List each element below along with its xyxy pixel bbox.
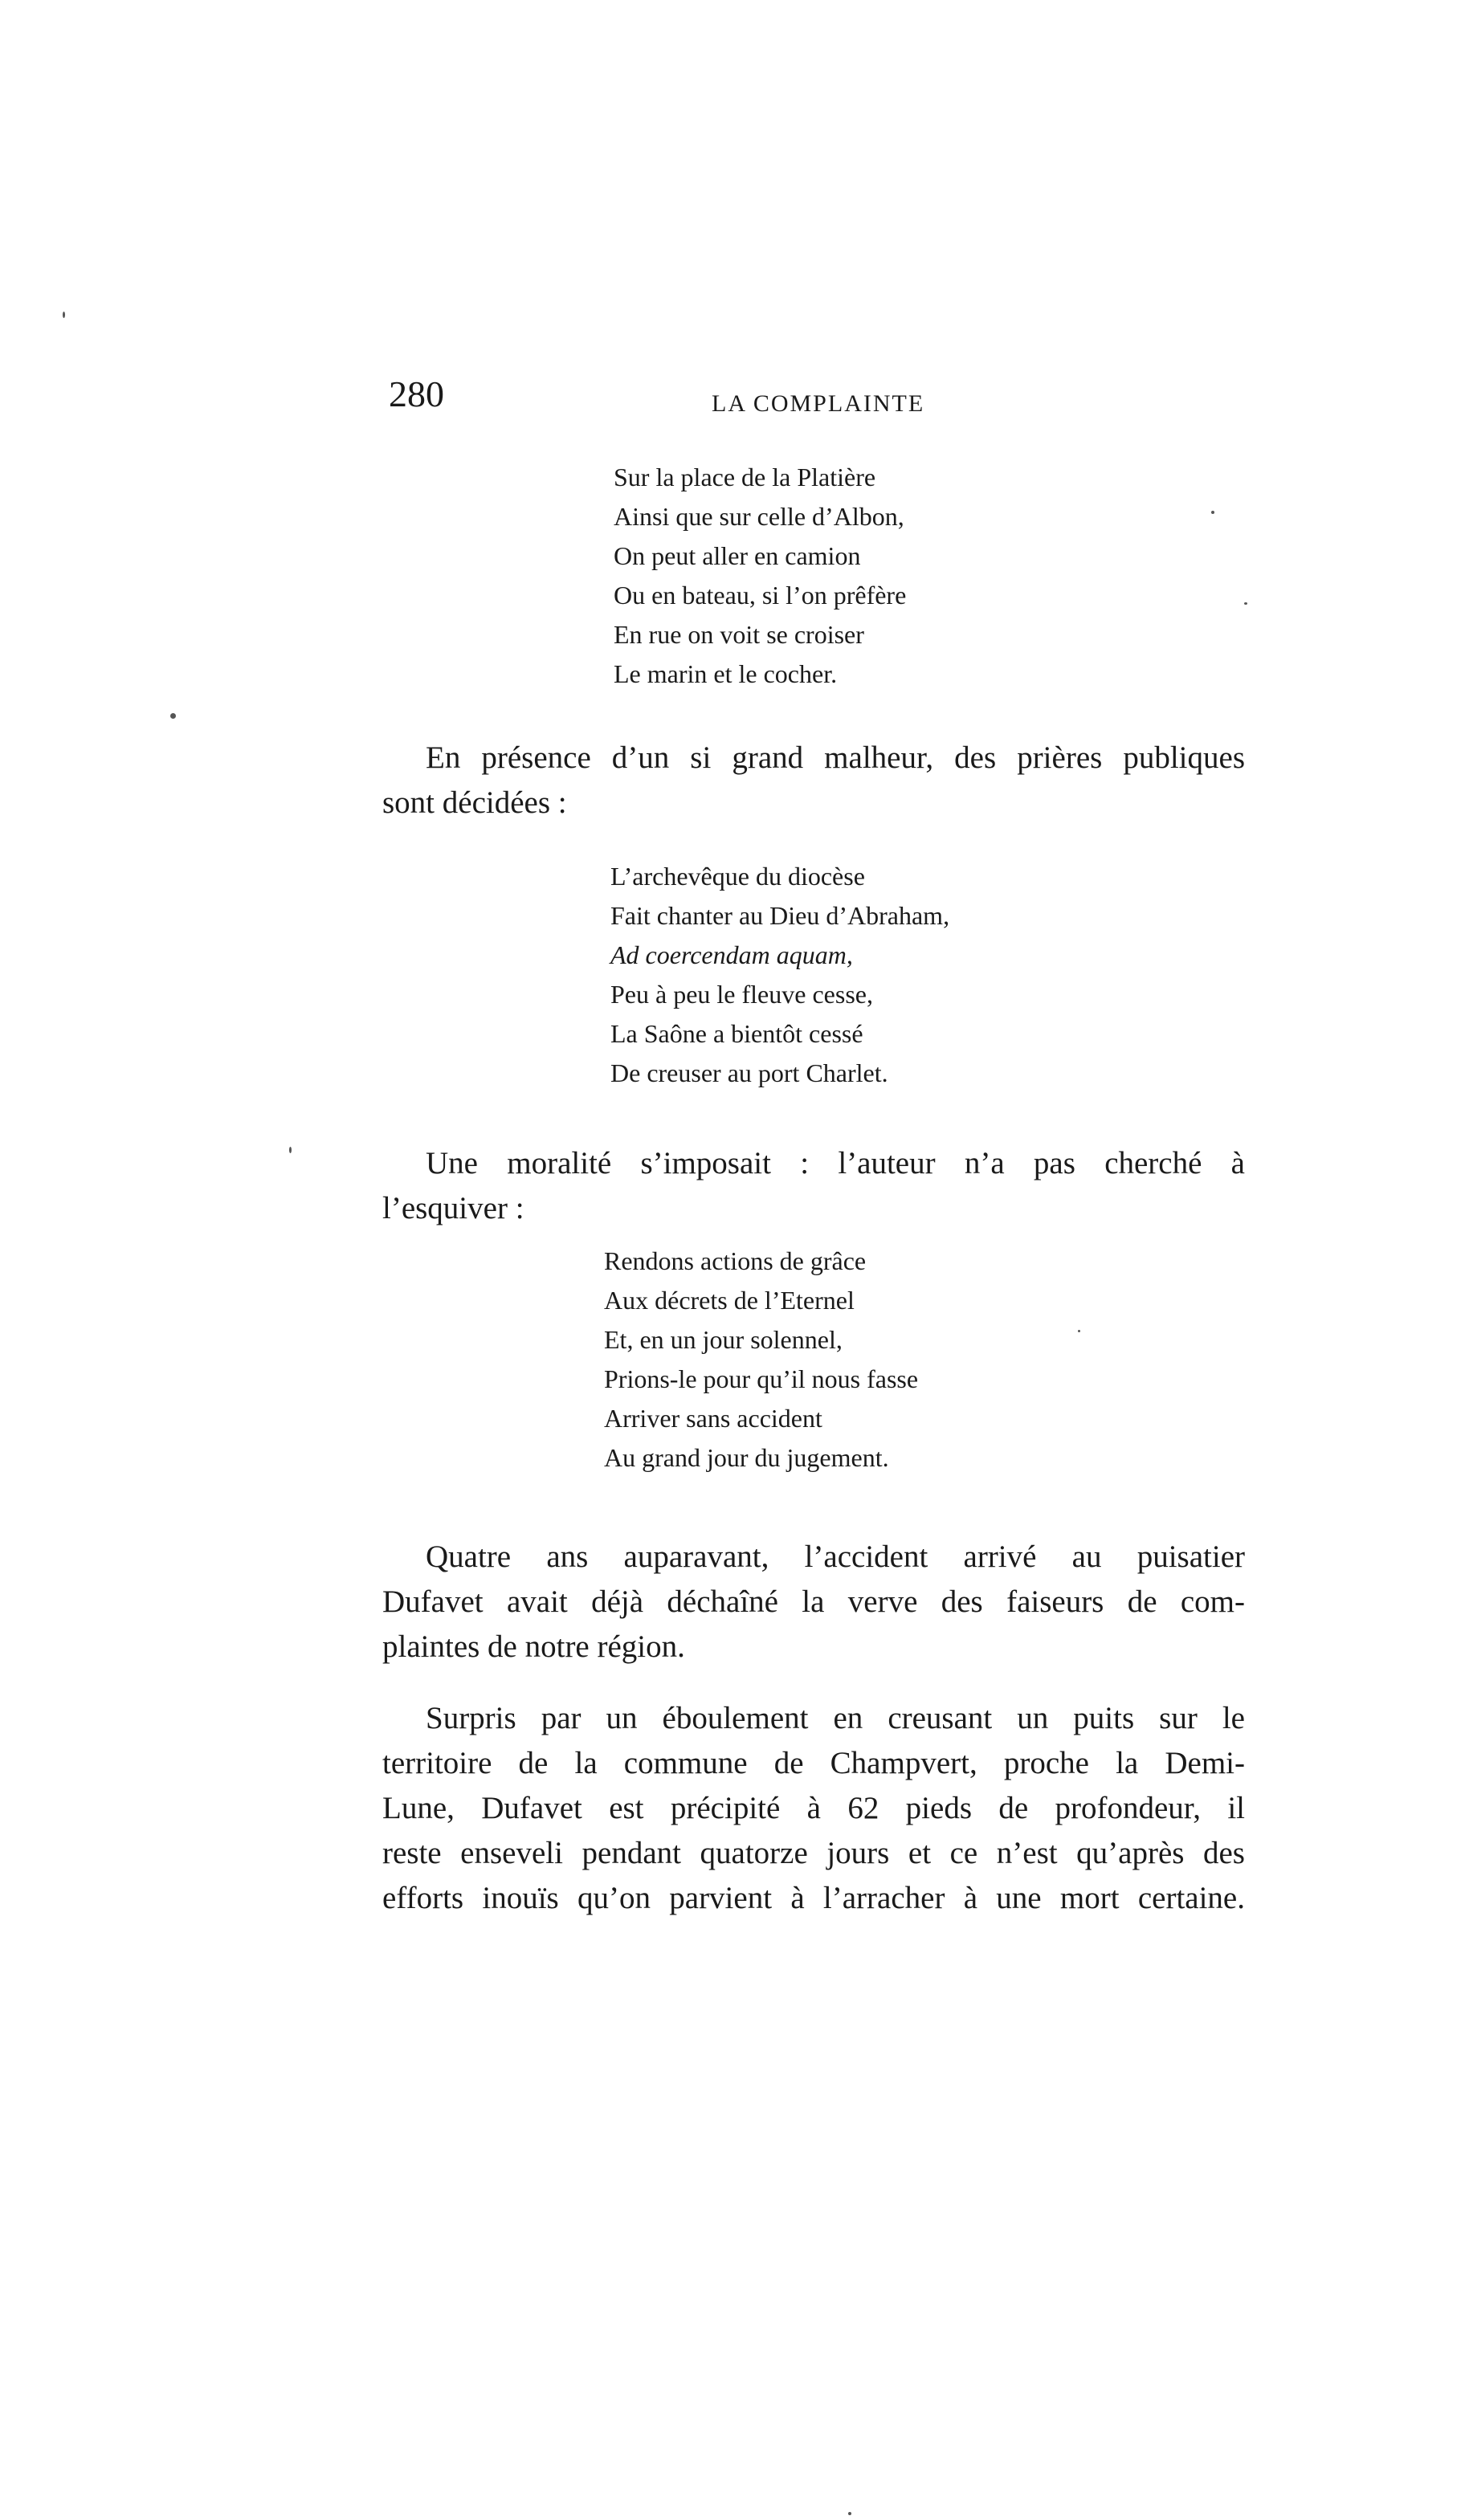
paragraph-line: Surpris par un éboulement en creusant un puits sur le [426,1701,1245,1735]
running-title: LA COMPLAINTE [712,390,925,417]
paragraph-line: Lune, Dufavet est précipité à 62 pieds de profondeur, il [382,1791,1245,1825]
paper-speck [1244,602,1247,605]
verse-line-latin: Ad coercendam aquam, [610,940,853,969]
verse-line: En rue on voit se croiser [614,620,864,649]
paper-speck [848,2512,851,2515]
verse-line: Le marin et le cocher. [614,659,838,688]
paragraph-4 [382,1696,1245,1921]
paper-speck [1211,511,1214,514]
paragraph-line: Quatre ans auparavant, l’accident arrivé au puisatier [426,1539,1245,1574]
verse-line: La Saône a bientôt cessé [610,1019,863,1048]
paragraph-2 [382,1141,1245,1231]
verse-stanza-3 [604,1242,918,1478]
paper-speck [289,1147,292,1153]
verse-line: Rendons actions de grâce [604,1246,867,1275]
paper-speck [63,312,65,318]
verse-line: L’archevêque du diocèse [610,862,865,891]
paragraph-line: Dufavet avait déjà déchaîné la verve des faiseurs de com- [382,1584,1245,1619]
verse-line: Au grand jour du jugement. [604,1443,889,1472]
verse-line: Arriver sans accident [604,1404,822,1433]
verse-line: On peut aller en camion [614,541,861,570]
verse-line: Et, en un jour solennel, [604,1325,843,1354]
paragraph-line: En présence d’un si grand malheur, des prières publiques [426,740,1245,775]
paragraph-line: sont décidées : [382,785,567,820]
paragraph-line: plaintes de notre région. [382,1629,685,1664]
paragraph-line: reste enseveli pendant quatorze jours et ce n’est qu’après des [382,1836,1245,1870]
paper-speck [1078,1330,1080,1332]
paragraph-line: territoire de la commune de Champvert, proche la Demi- [382,1746,1245,1780]
paragraph-line: Une moralité s’imposait : l’auteur n’a pas cherché à [426,1146,1245,1180]
verse-line: Prions-le pour qu’il nous fasse [604,1364,919,1393]
verse-stanza-2 [610,857,949,1093]
verse-line: Sur la place de la Platière [614,463,876,491]
verse-line: Ou en bateau, si l’on prêfère [614,581,907,610]
verse-stanza-1 [614,458,906,694]
paragraph-3 [382,1535,1245,1670]
paper-speck [170,713,176,719]
verse-line: Aux décrets de l’Eternel [604,1286,855,1315]
paragraph-1 [382,736,1245,826]
verse-line: Ainsi que sur celle d’Albon, [614,502,904,531]
verse-line: Peu à peu le fleuve cesse, [610,980,873,1009]
page-number: 280 [389,373,444,414]
verse-line: Fait chanter au Dieu d’Abraham, [610,901,950,930]
paragraph-line: efforts inouïs qu’on parvient à l’arracher à une mort certaine. [382,1881,1245,1915]
paragraph-line: l’esquiver : [382,1191,524,1225]
verse-line: De creuser au port Charlet. [610,1058,888,1087]
